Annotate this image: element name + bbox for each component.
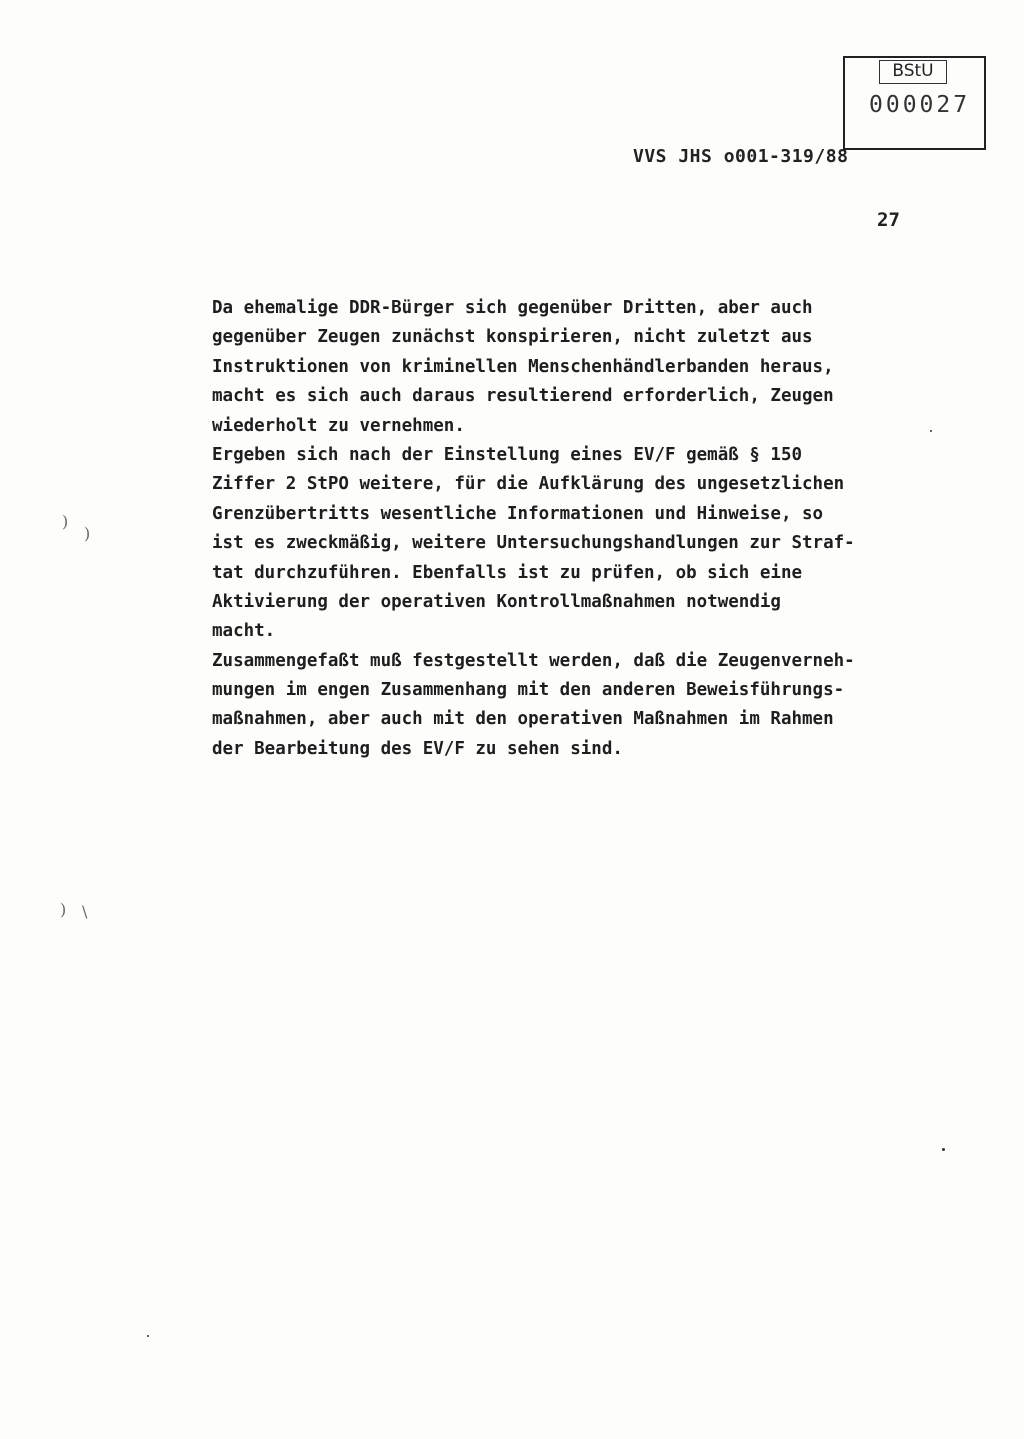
scan-speck [147,1335,149,1337]
text-line: mungen im engen Zusammenhang mit den anderen Beweisführungs- [212,680,845,701]
text-line: der Bearbeitung des EV/F zu sehen sind. [212,738,623,759]
scan-artifact: \ [82,902,88,921]
text-line: Instruktionen von kriminellen Menschenhändlerbanden heraus, [212,356,834,377]
text-line: ist es zweckmäßig, weitere Untersuchungshandlungen zur Straf- [212,533,855,554]
text-line: macht. [212,621,276,642]
text-line: Zusammengefaßt muß festgestellt werden, daß die Zeugenverneh- [212,650,855,671]
text-line: wiederholt zu vernehmen. [212,415,465,436]
text-line: gegenüber Zeugen zunächst konspirieren, nicht zuletzt aus [212,327,813,348]
text-line: tat durchzuführen. Ebenfalls ist zu prüfen, ob sich eine [212,562,803,583]
text-line: macht es sich auch daraus resultierend erforderlich, Zeugen [212,386,834,407]
scan-artifact: ) [60,900,67,919]
text-line: Grenzübertritts wesentliche Informationen und Hinweise, so [212,503,824,524]
archive-stamp [843,56,986,150]
text-line: maßnahmen, aber auch mit den operativen Maßnahmen im Rahmen [212,709,834,730]
text-line: Aktivierung der operativen Kontrollmaßnahmen notwendig [212,591,781,612]
stamp-number: 000027 [869,92,971,118]
document-reference: VVS JHS o001-319/88 [633,146,849,167]
scan-artifact: ) [84,524,91,543]
text-line: Ziffer 2 StPO weitere, für die Aufklärung des ungesetzlichen [212,474,845,495]
stamp-label: BStU [879,60,947,84]
scan-speck [930,430,932,432]
page-number: 27 [877,209,900,231]
scan-artifact: ) [62,512,69,531]
text-line: Ergeben sich nach der Einstellung eines EV/F gemäß § 150 [212,444,803,465]
text-line: Da ehemalige DDR-Bürger sich gegenüber Dritten, aber auch [212,298,813,318]
body-text [212,294,972,764]
scan-speck [942,1148,945,1151]
